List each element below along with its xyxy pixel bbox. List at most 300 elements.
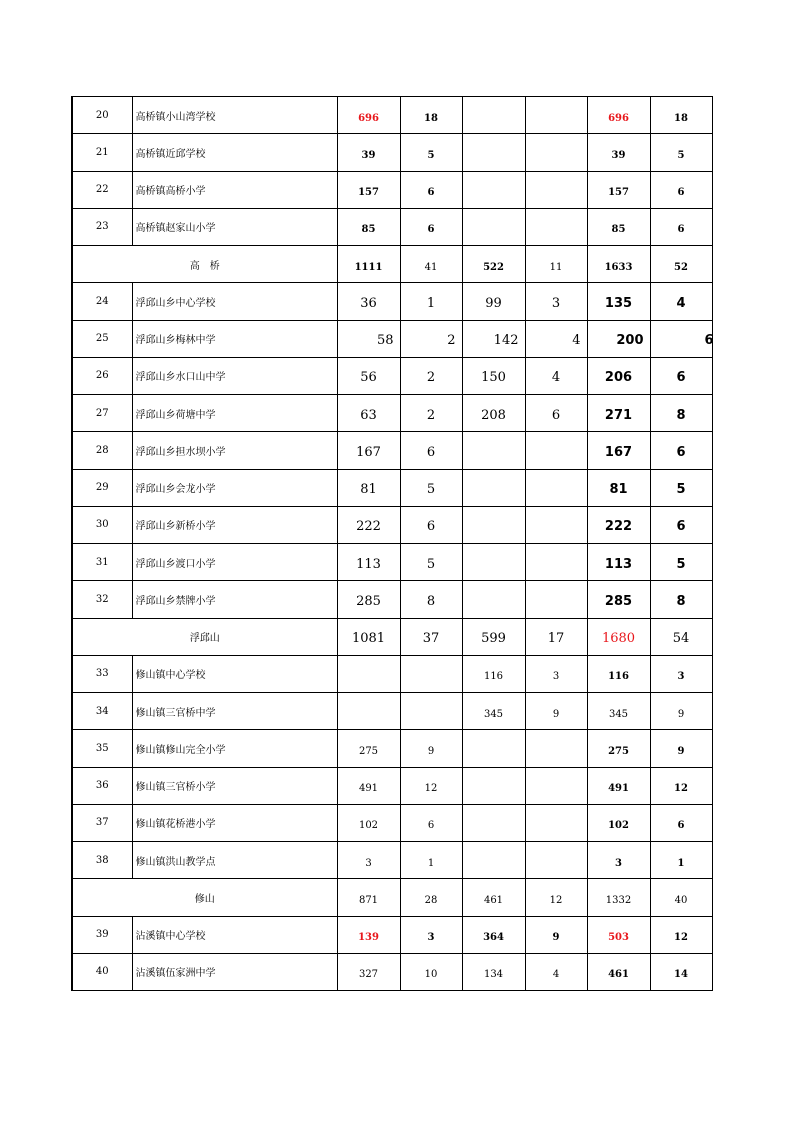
value-cell-3 [462,581,525,618]
value-text: 17 [547,631,565,647]
table-row [72,208,712,245]
value-text: 599 [481,631,506,647]
value-cell-5 [587,134,650,171]
value-cell-4 [525,246,587,283]
value-text: 150 [481,370,506,386]
value-cell-4 [525,730,587,767]
value-cell-4 [525,208,587,245]
value-text: 222 [604,519,633,535]
value-cell-4 [525,506,587,543]
value-text: 5 [426,556,436,572]
row-number-cell: 31 [72,544,132,581]
value-cell-1 [337,544,400,581]
value-text: 81 [609,482,628,498]
value-text: 5 [426,482,436,498]
value-cell-4 [525,879,587,916]
value-cell-2 [400,730,462,767]
school-name-cell: 沾溪镇伍家洲中学 [132,953,337,990]
value-text: 85 [611,224,626,236]
subtotal-label: 浮邱山 [72,618,337,655]
value-cell-2 [400,395,462,432]
value-text: 142 [493,333,519,349]
value-text: 208 [481,407,506,423]
table-row [72,320,712,357]
table-row [72,842,712,879]
value-cell-5 [587,581,650,618]
value-text: 522 [483,261,504,273]
value-text: 8 [676,593,686,609]
table-row [72,469,712,506]
value-cell-1 [337,320,400,357]
value-cell-6 [650,655,712,692]
row-number-cell: 28 [72,432,132,469]
value-text: 206 [604,370,633,386]
value-cell-6 [650,357,712,394]
subtotal-label: 修山 [72,879,337,916]
value-cell-2 [400,134,462,171]
value-text: 5 [676,556,686,572]
school-name-cell: 浮邱山乡渡口小学 [132,544,337,581]
value-cell-3 [462,655,525,692]
value-text: 200 [616,333,644,349]
value-cell-3 [462,97,525,134]
school-name-cell: 浮邱山乡担水坝小学 [132,432,337,469]
value-cell-5 [587,804,650,841]
value-text: 491 [608,783,629,795]
row-number-cell: 33 [72,655,132,692]
value-cell-2 [400,506,462,543]
value-cell-5 [587,357,650,394]
value-text: 4 [676,295,686,311]
value-cell-2 [400,655,462,692]
value-text: 41 [424,261,438,273]
value-cell-2 [400,320,462,357]
value-text: 63 [360,407,377,423]
value-text: 6 [676,370,686,386]
row-number-cell: 40 [72,953,132,990]
value-cell-5 [587,693,650,730]
value-cell-1 [337,767,400,804]
school-name-cell: 修山镇三官桥小学 [132,767,337,804]
value-cell-4 [525,618,587,655]
school-name-cell: 修山镇中心学校 [132,655,337,692]
value-text: 3 [615,857,622,869]
value-cell-2 [400,804,462,841]
table-row [72,432,712,469]
value-text: 6 [551,407,561,423]
value-cell-4 [525,655,587,692]
value-cell-4 [525,544,587,581]
value-cell-5 [587,916,650,953]
value-text: 6 [677,224,685,236]
value-cell-3 [462,879,525,916]
value-cell-5 [587,842,650,879]
value-text: 222 [356,519,381,535]
row-number-cell: 27 [72,395,132,432]
value-text: 696 [608,112,629,124]
table-row [72,544,712,581]
value-text: 116 [483,671,504,683]
value-cell-5 [587,283,650,320]
value-text: 167 [604,444,633,460]
value-cell-6 [650,804,712,841]
value-text: 1 [427,857,435,869]
value-text: 12 [549,894,563,906]
value-text: 40 [674,894,688,906]
value-cell-3 [462,544,525,581]
value-cell-6 [650,730,712,767]
value-cell-1 [337,655,400,692]
value-cell-3 [462,134,525,171]
value-cell-2 [400,208,462,245]
value-cell-5 [587,469,650,506]
value-text: 12 [674,932,688,944]
value-text: 271 [604,407,633,423]
value-text: 157 [358,187,379,199]
value-cell-3 [462,208,525,245]
value-cell-2 [400,246,462,283]
row-number-cell: 24 [72,283,132,320]
value-cell-3 [462,320,525,357]
value-cell-6 [650,953,712,990]
value-text: 28 [424,894,438,906]
value-text: 12 [674,783,688,795]
table-row [72,767,712,804]
value-text: 2 [426,407,436,423]
value-cell-3 [462,730,525,767]
value-text: 6 [427,224,435,236]
school-name-cell: 浮邱山乡荷塘中学 [132,395,337,432]
row-number-cell: 21 [72,134,132,171]
value-cell-6 [650,469,712,506]
value-text: 345 [483,708,504,720]
value-cell-3 [462,618,525,655]
value-cell-2 [400,432,462,469]
value-text: 113 [604,556,633,572]
value-cell-1 [337,469,400,506]
value-text: 9 [677,708,685,720]
value-text: 345 [608,708,629,720]
value-cell-1 [337,842,400,879]
value-text: 6 [677,820,685,832]
value-cell-2 [400,283,462,320]
value-text: 461 [483,894,504,906]
value-cell-3 [462,506,525,543]
value-cell-1 [337,357,400,394]
value-text: 6 [427,820,435,832]
value-cell-3 [462,953,525,990]
value-cell-4 [525,581,587,618]
value-cell-1 [337,134,400,171]
subtotal-label: 高 桥 [72,246,337,283]
value-text: 18 [424,112,438,124]
value-cell-3 [462,916,525,953]
value-cell-3 [462,469,525,506]
value-cell-1 [337,953,400,990]
value-text: 6 [426,444,436,460]
row-number-cell: 39 [72,916,132,953]
value-cell-5 [587,544,650,581]
value-cell-6 [650,320,712,357]
school-name-cell: 修山镇三官桥中学 [132,693,337,730]
value-cell-2 [400,879,462,916]
value-text: 6 [677,187,685,199]
value-cell-6 [650,171,712,208]
table-row [72,97,712,134]
value-cell-6 [650,208,712,245]
table-row [72,916,712,953]
school-name-cell: 高桥镇近邱学校 [132,134,337,171]
value-text: 4 [572,333,581,349]
school-name-cell: 高桥镇高桥小学 [132,171,337,208]
value-text: 275 [608,745,629,757]
value-cell-6 [650,134,712,171]
value-cell-6 [650,879,712,916]
value-text: 81 [360,482,377,498]
value-cell-5 [587,320,650,357]
value-cell-2 [400,544,462,581]
school-name-cell: 高桥镇赵家山小学 [132,208,337,245]
value-cell-6 [650,693,712,730]
school-name-cell: 浮邱山乡水口山中学 [132,357,337,394]
row-number-cell: 35 [72,730,132,767]
subtotal-row [72,246,712,283]
value-cell-4 [525,357,587,394]
school-name-cell: 高桥镇小山湾学校 [132,97,337,134]
value-cell-5 [587,395,650,432]
value-text: 285 [356,593,381,609]
value-text: 134 [483,969,504,981]
value-cell-4 [525,134,587,171]
value-cell-5 [587,171,650,208]
value-text: 6 [426,519,436,535]
value-cell-3 [462,693,525,730]
value-cell-6 [650,581,712,618]
value-text: 12 [424,783,438,795]
row-number-cell: 36 [72,767,132,804]
table-row [72,357,712,394]
value-text: 102 [358,820,379,832]
value-cell-6 [650,767,712,804]
value-cell-4 [525,283,587,320]
table-row [72,581,712,618]
school-name-cell: 浮邱山乡中心学校 [132,283,337,320]
value-cell-5 [587,246,650,283]
value-cell-1 [337,97,400,134]
value-cell-2 [400,693,462,730]
value-text: 6 [676,444,686,460]
value-cell-4 [525,953,587,990]
value-text: 6 [427,187,435,199]
subtotal-row [72,879,712,916]
value-cell-5 [587,97,650,134]
value-cell-5 [587,655,650,692]
value-text: 58 [376,333,394,349]
value-text: 2 [426,370,436,386]
value-text: 871 [358,894,379,906]
value-text: 1 [677,857,685,869]
school-name-cell: 修山镇修山完全小学 [132,730,337,767]
value-cell-1 [337,581,400,618]
value-text: 116 [608,671,629,683]
value-text: 56 [360,370,377,386]
value-cell-1 [337,171,400,208]
row-number-cell: 34 [72,693,132,730]
value-cell-4 [525,842,587,879]
value-text: 10 [424,969,438,981]
school-name-cell: 修山镇洪山教学点 [132,842,337,879]
value-text: 99 [485,295,502,311]
value-cell-6 [650,395,712,432]
value-cell-2 [400,767,462,804]
value-cell-6 [650,246,712,283]
value-cell-3 [462,804,525,841]
school-name-cell: 浮邱山乡新桥小学 [132,506,337,543]
value-cell-2 [400,171,462,208]
value-cell-1 [337,506,400,543]
value-cell-4 [525,171,587,208]
table-row [72,134,712,171]
value-text: 18 [674,112,688,124]
value-text: 1 [426,295,436,311]
subtotal-row [72,618,712,655]
value-cell-6 [650,97,712,134]
value-cell-4 [525,469,587,506]
school-name-cell: 沾溪镇中心学校 [132,916,337,953]
value-text: 1633 [604,261,633,273]
value-text: 3 [552,671,560,683]
school-name-cell: 修山镇花桥港小学 [132,804,337,841]
value-cell-2 [400,357,462,394]
value-text: 3 [677,671,685,683]
value-cell-1 [337,879,400,916]
value-text: 52 [674,261,688,273]
value-cell-2 [400,916,462,953]
value-cell-1 [337,693,400,730]
table-row [72,506,712,543]
value-cell-2 [400,581,462,618]
value-text: 39 [611,149,626,161]
value-cell-6 [650,618,712,655]
value-text: 11 [549,261,563,273]
value-cell-1 [337,432,400,469]
value-text: 8 [426,593,436,609]
school-statistics-table [71,96,713,991]
table-row [72,730,712,767]
value-cell-1 [337,395,400,432]
value-cell-5 [587,879,650,916]
value-cell-3 [462,357,525,394]
value-cell-6 [650,432,712,469]
school-name-cell: 浮邱山乡会龙小学 [132,469,337,506]
value-cell-5 [587,953,650,990]
value-text: 3 [365,857,372,869]
value-text: 14 [674,969,688,981]
table-row [72,283,712,320]
value-text: 9 [552,708,560,720]
value-text: 1680 [601,631,636,647]
value-text: 5 [677,149,685,161]
value-cell-2 [400,842,462,879]
row-number-cell: 22 [72,171,132,208]
value-cell-5 [587,730,650,767]
value-text: 3 [551,295,561,311]
value-cell-4 [525,916,587,953]
value-cell-2 [400,469,462,506]
table-body [72,97,712,991]
value-cell-1 [337,618,400,655]
table-row [72,953,712,990]
school-name-cell: 浮邱山乡禁牌小学 [132,581,337,618]
row-number-cell: 29 [72,469,132,506]
value-text: 2 [447,333,456,349]
value-text: 503 [608,932,629,944]
value-cell-4 [525,395,587,432]
value-cell-5 [587,767,650,804]
value-cell-6 [650,544,712,581]
value-cell-1 [337,804,400,841]
value-text: 135 [604,295,633,311]
row-number-cell: 32 [72,581,132,618]
value-cell-2 [400,97,462,134]
value-cell-3 [462,842,525,879]
value-text: 5 [427,149,435,161]
value-cell-4 [525,767,587,804]
table-row [72,655,712,692]
table-row [72,395,712,432]
value-text: 39 [361,149,376,161]
value-cell-5 [587,618,650,655]
value-text: 167 [356,444,381,460]
value-cell-1 [337,916,400,953]
value-cell-1 [337,283,400,320]
table-row [72,804,712,841]
value-cell-3 [462,171,525,208]
value-text: 54 [672,631,690,647]
row-number-cell: 38 [72,842,132,879]
value-text: 275 [358,745,379,757]
value-text: 285 [604,593,633,609]
value-cell-4 [525,432,587,469]
value-cell-4 [525,320,587,357]
row-number-cell: 25 [72,320,132,357]
value-text: 4 [551,370,561,386]
value-cell-4 [525,804,587,841]
value-text: 6 [704,333,714,349]
row-number-cell: 20 [72,97,132,134]
table-row [72,693,712,730]
value-cell-2 [400,618,462,655]
school-name-cell: 浮邱山乡梅林中学 [132,320,337,357]
value-text: 3 [427,932,435,944]
value-cell-3 [462,432,525,469]
value-cell-4 [525,97,587,134]
row-number-cell: 26 [72,357,132,394]
value-text: 139 [358,932,379,944]
value-cell-5 [587,432,650,469]
value-text: 37 [422,631,440,647]
value-text: 5 [676,482,686,498]
value-cell-5 [587,208,650,245]
value-text: 9 [552,932,560,944]
value-text: 1332 [605,894,632,906]
value-cell-6 [650,842,712,879]
value-cell-1 [337,730,400,767]
value-cell-3 [462,246,525,283]
value-text: 461 [608,969,629,981]
value-text: 9 [427,745,435,757]
value-text: 157 [608,187,629,199]
